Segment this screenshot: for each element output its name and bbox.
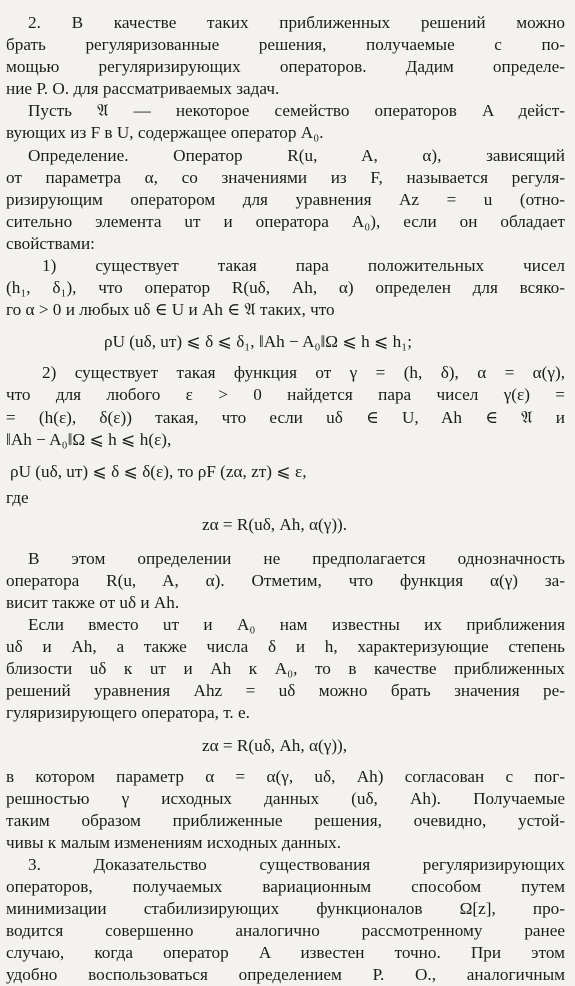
text-line: гуляризирующего оператора, т. е. — [6, 703, 250, 723]
text-line: го α > 0 и любых uδ ∈ U и Ah ∈ 𝔄 таких, что — [6, 300, 335, 320]
text-line: удобно воспользоваться определением Р. О., аналогичным — [6, 965, 565, 985]
formula-3: zα = R(uδ, Ah, α(γ)). — [202, 514, 348, 534]
text-line: решений уравнения Ahz = uδ можно брать значения ре- — [6, 681, 565, 701]
text-line: сительно элемента uт и оператора A₀), если он обладает — [6, 211, 565, 231]
text-line: uδ и Ah, а также числа δ и h, характеризующие степень — [6, 637, 565, 657]
text-line: Пусть 𝔄 — некоторое семейство операторов A дейст- — [28, 101, 565, 121]
text-line: (h₁, δ₁), что оператор R(uδ, Ah, α) определен для всяко- — [6, 278, 565, 298]
text-line: В этом определении не предполагается однозначность — [28, 548, 565, 568]
text-line: свойствами: — [6, 233, 95, 253]
text-line: ние Р. О. для рассматриваемых задач. — [6, 79, 280, 99]
text-line: брать регуляризованные решения, получаемые с по- — [6, 35, 565, 55]
text-line: оператора R(u, A, α). Отметим, что функция α(γ) за- — [6, 570, 565, 590]
where-word: где — [6, 487, 29, 507]
text-line: минимизации стабилизирующих функционалов Ω[z], про- — [6, 899, 565, 919]
text-line: случаю, когда оператор A известен точно. При этом — [6, 943, 565, 963]
text-line: 2) существует такая функция от γ = (h, δ), α = α(γ), — [42, 363, 565, 383]
text-block-3 — [6, 548, 565, 725]
formula-4: zα = R(uδ, Ah, α(γ)), — [202, 735, 348, 755]
text-line: Если вместо uт и A₀ нам известны их приближения — [28, 615, 565, 635]
text-line: близости uδ к uт и Ah к A₀, то в качестве приближенных — [6, 659, 565, 679]
text-line: водится совершенно аналогично рассмотренному ранее — [6, 921, 565, 941]
text-line: операторов, получаемых вариационным способом путем — [6, 877, 565, 896]
text-line: решностью γ исходных данных (uδ, Ah). Получаемые — [6, 788, 565, 808]
text-line: в котором параметр α = α(γ, uδ, Ah) согласован с пог- — [6, 766, 565, 786]
text-line: от параметра α, со значениями из F, называется регуля- — [6, 167, 565, 187]
text-line: вующих из F в U, содержащее оператор A₀. — [6, 123, 324, 143]
text-line: мощью регуляризирующих операторов. Дадим определе- — [6, 57, 565, 77]
text-line: = (h(ε), δ(ε)) такая, что если uδ ∈ U, Ah ∈ 𝔄 и — [6, 407, 565, 427]
text-line: Определение. Оператор R(u, A, α), зависящий — [28, 145, 565, 165]
formula-2: ρU (uδ, uт) ⩽ δ ⩽ δ(ε), то ρF (zα, zт) ⩽ ε, — [10, 461, 307, 481]
text-line: 1) существует такая пара положительных чисел — [42, 256, 565, 276]
text-line: что для любого ε > 0 найдется пара чисел γ(ε) = — [6, 385, 565, 405]
text-line: ризирующим оператором для уравнения Az = u (отно- — [6, 189, 565, 209]
text-line: чивы к малым изменениям исходных данных. — [6, 832, 342, 852]
text-line: 3. Доказательство существования регуляризирующих — [28, 854, 565, 874]
text-line: висит также от uδ и Ah. — [6, 592, 180, 612]
text-line: 2. В качестве таких приближенных решений можно — [28, 13, 565, 32]
text-block-4 — [6, 766, 565, 986]
formula-1: ρU (uδ, uт) ⩽ δ ⩽ δ₁, ‖Ah − A₀‖Ω ⩽ h ⩽ h₁; — [104, 332, 413, 352]
text-line: ‖Ah − A₀‖Ω ⩽ h ⩽ h(ε), — [6, 429, 172, 449]
text-block-1 — [6, 12, 565, 321]
text-line: таким образом приближенные решения, очевидно, устой- — [6, 810, 565, 830]
text-block-2 — [6, 362, 565, 450]
